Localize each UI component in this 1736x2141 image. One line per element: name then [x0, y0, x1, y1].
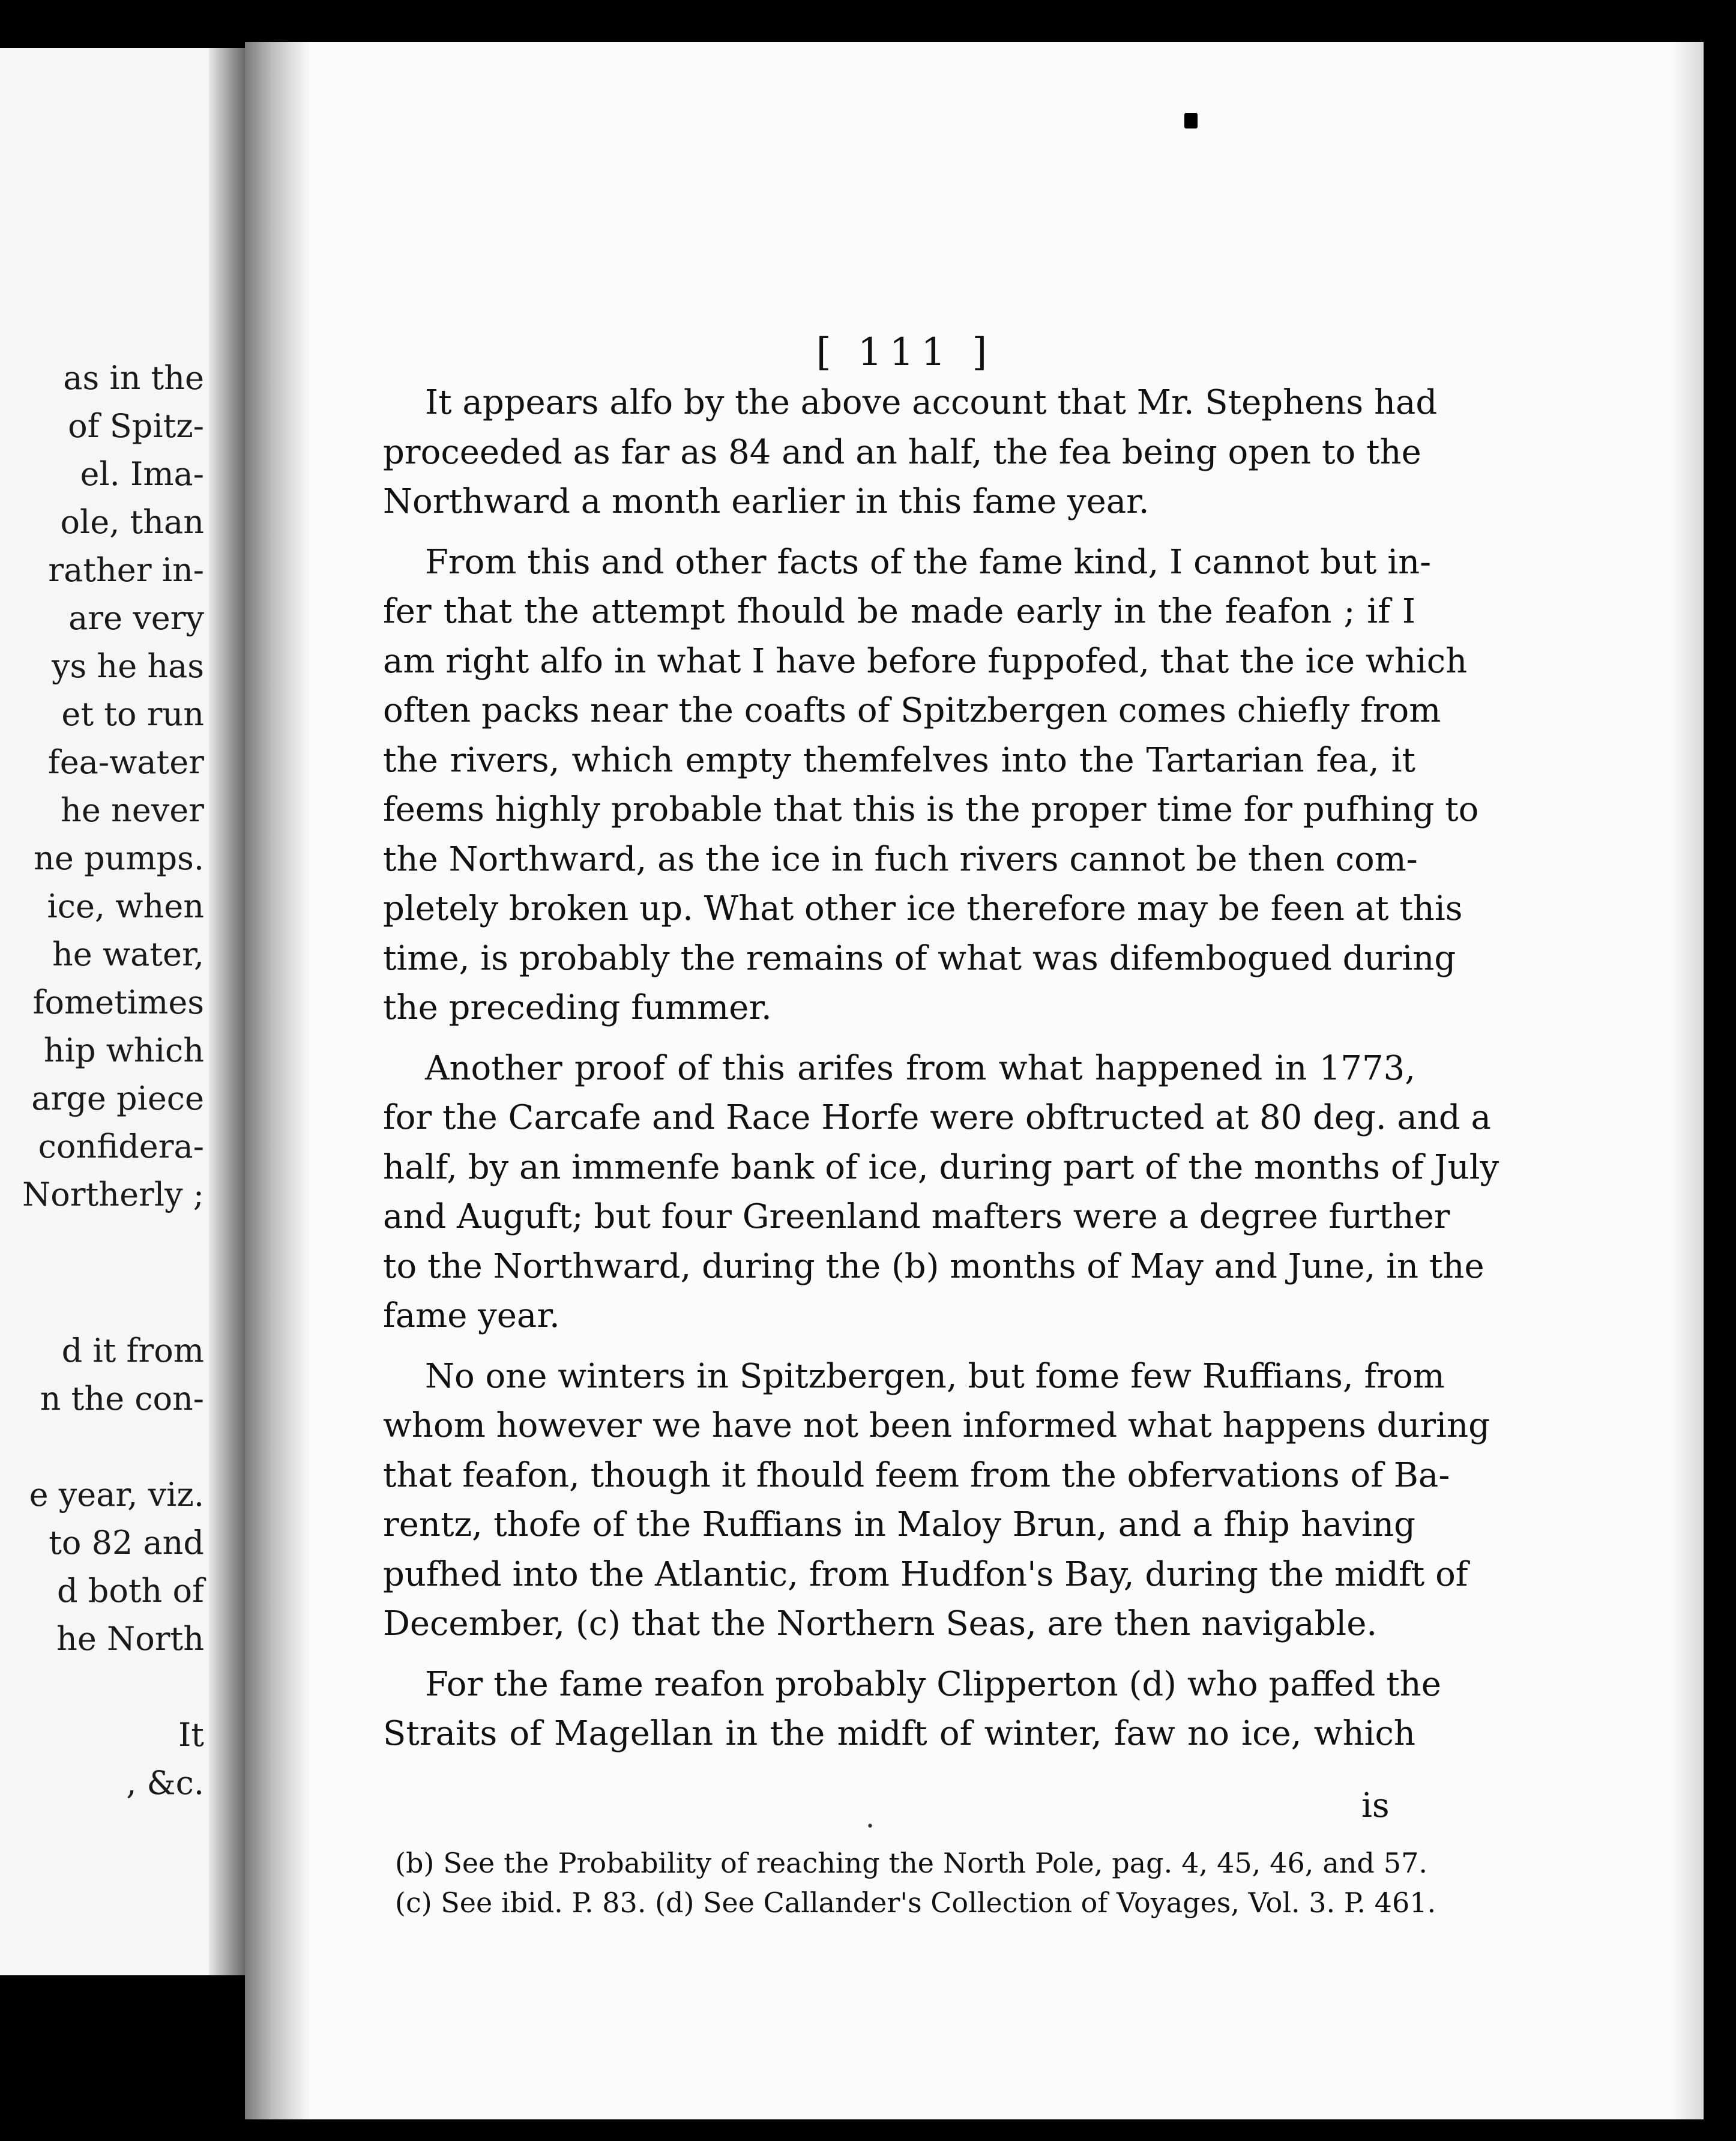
left-page-line: ys he has — [52, 647, 204, 685]
text-line: fer that the attempt fhould be made early in the feafon ; if I — [383, 592, 1415, 631]
left-page-fragment — [0, 48, 245, 1975]
footnote-mark: • — [866, 1819, 874, 1834]
text-line: Another proof of this arifes from what happened in 1773, — [425, 1048, 1415, 1088]
left-page-line: e year, viz. — [29, 1476, 204, 1514]
text-line: to the Northward, during the (b) months of May and June, in the — [383, 1246, 1484, 1286]
left-page-line: hip which — [43, 1031, 204, 1069]
left-page-line: ice, when — [47, 887, 204, 925]
text-line: Northward a month earlier in this fame year. — [383, 482, 1150, 521]
catchword: is — [1361, 1786, 1390, 1825]
text-line: that feafon, though it fhould feem from the obfervations of Ba- — [383, 1455, 1450, 1495]
text-line: fame year. — [383, 1296, 560, 1335]
ink-blot — [1184, 113, 1198, 128]
text-line: For the fame reafon probably Clipperton (d) who paffed the — [425, 1664, 1441, 1704]
left-gutter-shadow — [209, 48, 245, 1975]
left-page-line: to 82 and — [49, 1524, 204, 1562]
text-line: the preceding fummer. — [383, 988, 772, 1027]
text-line: am right alfo in what I have before fuppofed, that the ice which — [383, 641, 1468, 681]
text-line: the Northward, as the ice in fuch rivers cannot be then com- — [383, 839, 1418, 879]
left-page-line: n the con- — [40, 1380, 204, 1418]
footnote-line: (c) See ibid. P. 83. (d) See Callander's Collection of Voyages, Vol. 3. P. 461. — [395, 1886, 1436, 1919]
text-line: From this and other facts of the fame kind, I cannot but in- — [425, 542, 1432, 582]
text-line: the rivers, which empty themfelves into the Tartarian fea, it — [383, 740, 1415, 780]
footnotes — [395, 1843, 1436, 1922]
left-page-line: arge piece — [31, 1080, 204, 1117]
text-line: proceeded as far as 84 and an half, the fea being open to the — [383, 432, 1421, 472]
text-line: pletely broken up. What other ice therefore may be feen at this — [383, 889, 1463, 928]
left-page-line: rather in- — [48, 551, 204, 589]
footnote-line: (b) See the Probability of reaching the North Pole, pag. 4, 45, 46, and 57. — [395, 1847, 1427, 1879]
text-line: whom however we have not been informed what happens during — [383, 1406, 1490, 1445]
left-page-line: It — [178, 1716, 204, 1754]
text-line: It appears alfo by the above account that Mr. Stephens had — [425, 383, 1438, 422]
text-line: time, is probably the remains of what was difembogued during — [383, 938, 1456, 978]
left-page-line: et to run — [61, 695, 204, 733]
left-page-line: ne pumps. — [34, 839, 204, 877]
text-line: for the Carcafe and Race Horfe were obftructed at 80 deg. and a — [383, 1098, 1491, 1137]
text-line: December, (c) that the Northern Seas, are then navigable. — [383, 1604, 1378, 1643]
left-page-line: Northerly ; — [22, 1176, 204, 1213]
left-page-line: d it from — [61, 1332, 204, 1369]
left-page-line: ole, than — [60, 503, 204, 541]
left-page-line: he never — [61, 791, 204, 829]
left-page-line: fometimes — [32, 983, 204, 1021]
body-text — [383, 378, 1499, 1759]
right-page — [245, 42, 1704, 2119]
left-page-line: confidera- — [38, 1128, 204, 1165]
left-page-line: , &c. — [126, 1764, 204, 1802]
left-page-line: fea-water — [47, 743, 204, 781]
text-line: and Auguft; but four Greenland mafters were a degree further — [383, 1197, 1450, 1236]
text-line: rentz, thofe of the Ruffians in Maloy Brun, and a fhip having — [383, 1505, 1415, 1544]
text-line: half, by an immenfe bank of ice, during part of the months of July — [383, 1147, 1499, 1187]
text-line: Straits of Magellan in the midft of winter, faw no ice, which — [383, 1714, 1415, 1753]
left-page-line: are very — [68, 599, 204, 637]
left-page-line: he North — [56, 1620, 204, 1658]
text-line: No one winters in Spitzbergen, but fome few Ruffians, from — [425, 1356, 1445, 1396]
page-number: [ 111 ] — [816, 330, 995, 375]
left-page-line: of Spitz- — [68, 407, 204, 445]
text-line: feems highly probable that this is the proper time for pufhing to — [383, 790, 1479, 829]
left-page-line: d both of — [57, 1572, 204, 1610]
text-line: often packs near the coafts of Spitzbergen comes chiefly from — [383, 691, 1441, 730]
left-page-line: el. Ima- — [80, 455, 204, 493]
left-page-line: as in the — [63, 359, 204, 397]
text-line: pufhed into the Atlantic, from Hudfon's Bay, during the midft of — [383, 1554, 1468, 1594]
left-page-line: he water, — [52, 935, 204, 973]
page-edge — [1671, 42, 1704, 2119]
right-gutter-shadow — [245, 42, 311, 2119]
